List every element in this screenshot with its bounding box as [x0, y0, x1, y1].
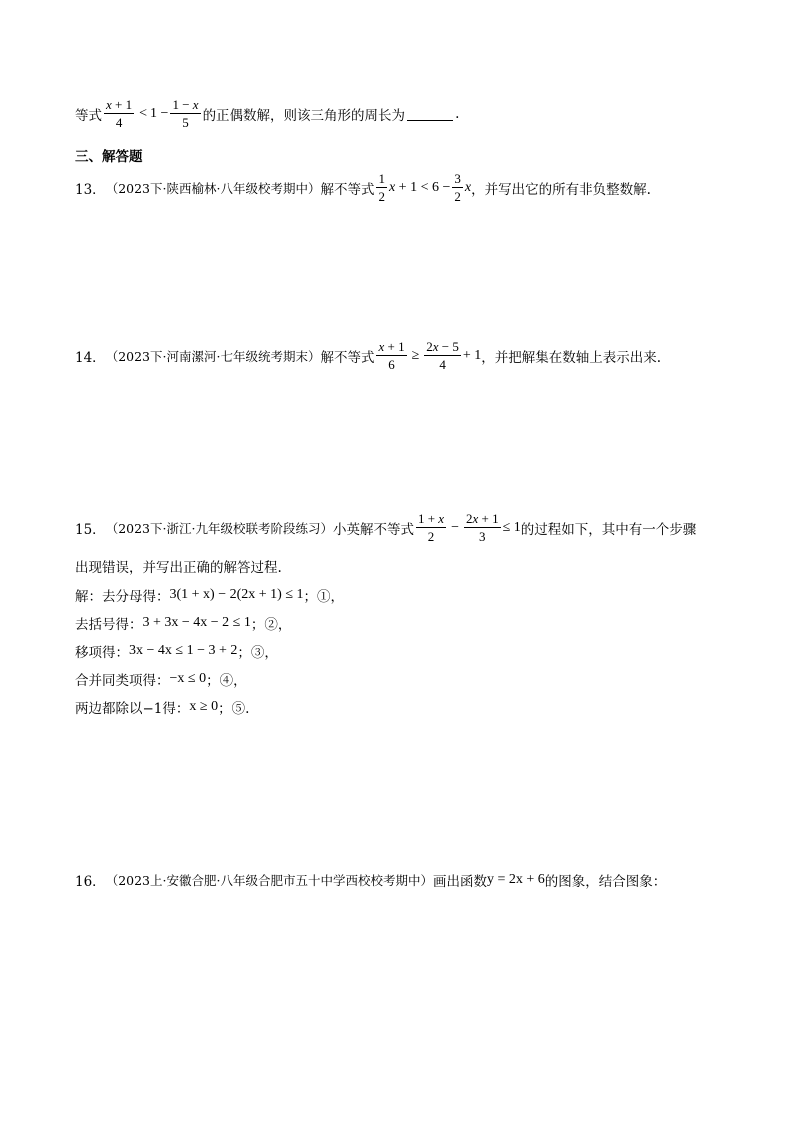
step-4: 合并同类项得： −x ≤ 0 ；④， — [75, 671, 247, 689]
top-prefix: 等式 — [75, 107, 102, 124]
step-expression: 3(1 + x) − 2(2x + 1) ≤ 1 — [169, 587, 304, 602]
fraction-x-plus-1-over-6: $\frac{x + 1}{6}$ — [378, 339, 405, 372]
step-2: 去括号得： 3 + 3x − 4x − 2 ≤ 1 ；②， — [75, 615, 292, 633]
question-source: （2023下·浙江·九年级校联考阶段练习） — [105, 520, 333, 536]
top-suffix: 的正偶数解，则该三角形的周长为 — [202, 107, 406, 124]
step-3: 移项得： 3x − 4x ≤ 1 − 3 + 2 ；③， — [75, 643, 278, 661]
fraction-1-plus-x-over-2: $\frac{1 + x}{2}$ — [417, 511, 445, 544]
step-1: 解：去分母得： 3(1 + x) − 2(2x + 1) ≤ 1 ；①， — [75, 587, 345, 605]
question-number: 15． — [75, 521, 106, 538]
step-expression: 3x − 4x ≤ 1 − 3 + 2 — [129, 643, 238, 658]
step-expression: x ≥ 0 — [189, 699, 219, 714]
question-number: 13． — [75, 181, 106, 198]
fraction-x-plus-1-over-4: $\frac{x + 1}{4}$ — [106, 97, 133, 130]
answer-blank — [407, 106, 453, 121]
question-16: 16． （2023上·安徽合肥·八年级合肥市五十中学西校校考期中） 画出函数 y = 2x + 6 的图象，结合图象： — [75, 872, 667, 890]
question-14: 14． （2023下·河南漯河·七年级统考期末） 解不等式 $\frac{x + 1}{6}$ ≥ $\frac{2x - 5}{4}$ + 1 ，并把解集在数轴上表示出来. — [75, 339, 662, 372]
step-expression: −x ≤ 0 — [169, 671, 207, 686]
question-15: 15． （2023下·浙江·九年级校联考阶段练习） 小英解不等式 $\frac{1 + x}{2}$ − $\frac{2x + 1}{3}$ ≤ 1 的过程如下，其中有一个步骤 — [75, 511, 697, 544]
fraction-2x-minus-5-over-4: $\frac{2x - 5}{4}$ — [426, 339, 459, 372]
question-number: 14． — [75, 349, 106, 366]
question-number: 16． — [75, 874, 106, 890]
question-source: （2023下·陕西榆林·八年级校考期中） — [105, 180, 321, 196]
fraction-2x-plus-1-over-3: $\frac{2x + 1}{3}$ — [465, 511, 499, 544]
step-5: 两边都除以−1得： x ≥ 0 ；⑤. — [75, 699, 250, 717]
fraction-1-over-2: $\frac{1}{2}$ — [378, 171, 385, 204]
question-source: （2023上·安徽合肥·八年级合肥市五十中学西校校考期中） — [105, 873, 433, 888]
top-continuation-line: 等式 $\frac{x + 1}{4}$ < 1 − $\frac{1 - x}{5}$ 的正偶数解，则该三角形的周长为 . — [75, 97, 460, 130]
section-title: 三、解答题 — [75, 149, 143, 165]
function-expression: y = 2x + 6 — [486, 872, 545, 887]
question-15-line-2: 出现错误，并写出正确的解答过程. — [75, 560, 282, 576]
less-than: < — [139, 105, 148, 121]
fraction-3-over-2: $\frac{3}{2}$ — [454, 171, 461, 204]
fraction-1-minus-x-over-5: $\frac{1 - x}{5}$ — [172, 97, 199, 130]
question-13: 13． （2023下·陕西榆林·八年级校考期中） 解不等式 $\frac{1}{2}$ x + 1 < 6 − $\frac{3}{2}$ x ，并写出它的所有非负整数解. — [75, 171, 651, 204]
question-source: （2023下·河南漯河·七年级统考期末） — [105, 348, 321, 364]
step-expression: 3 + 3x − 4x − 2 ≤ 1 — [142, 615, 251, 630]
